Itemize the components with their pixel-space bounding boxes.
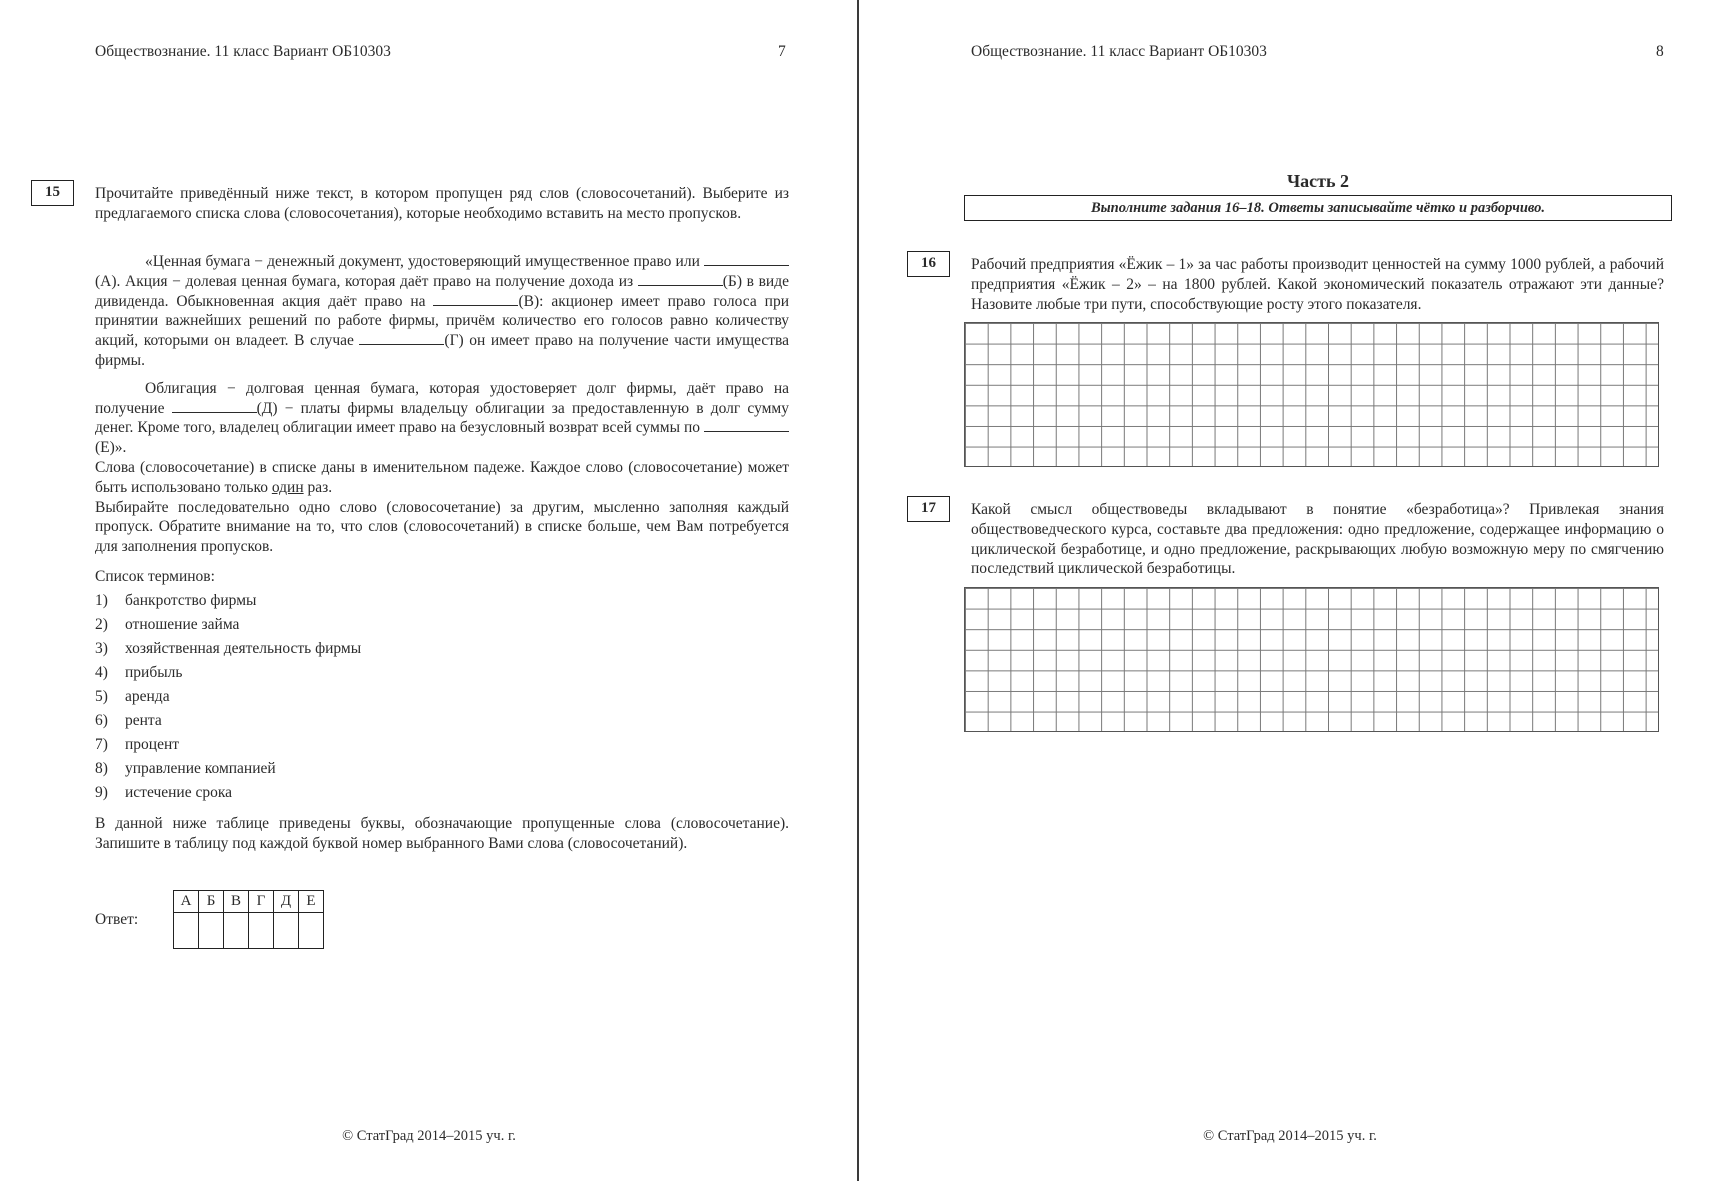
right-page [860,0,1720,1181]
answer-cell-a[interactable] [174,913,199,949]
list-item: 7) процент [95,736,180,753]
answer-letter: Е [299,891,324,913]
terms-list [95,565,695,805]
list-item: 5) аренда [95,688,170,705]
part-title: Часть 2 [1286,171,1350,191]
question-17-text: Какой смысл обществоведы вкладывают в понятие «безработица»? Привлекая знания обществоведческого курса, составьте два предложения: одно предложение, содержащее информацию о циклической безработице, и одно предложение, раскрывающих любую возможную меру по смягчению последствий циклической безработицы. [971,501,1664,578]
answer-letter: В [224,891,249,913]
paragraph-bond: Облигация − долговая ценная бумага, которая удостоверяет долг фирмы, даёт право на получение (Д) − платы фирмы владельцу облигации за предоставленную в долг сумму денег. Кроме того, владелец облигации имеет право на безусловный возврат всей суммы по (Е)». [95,379,789,457]
list-item: 8) управление компанией [95,760,276,777]
question-number-16: 16 [907,251,950,277]
question-number-17: 17 [907,496,950,522]
answer-cell-v[interactable] [224,913,249,949]
answer-grid-17[interactable] [964,587,1659,732]
question-15-text [95,252,789,557]
list-item: 1) банкротство фирмы [95,592,257,609]
answer-letter: Б [199,891,224,913]
answer-cell-d[interactable] [274,913,299,949]
answer-letter: А [174,891,199,913]
list-item: 6) рента [95,712,162,729]
page-header: Обществознание. 11 класс Вариант ОБ10303 [971,43,1267,60]
answer-cell-e[interactable] [299,913,324,949]
answer-label: Ответ: [95,911,139,928]
page-footer: © СтатГрад 2014–2015 уч. г. [342,1128,516,1144]
list-item: 9) истечение срока [95,784,233,801]
answer-cell-g[interactable] [249,913,274,949]
page-header: Обществознание. 11 класс Вариант ОБ10303 [95,43,391,60]
paragraph-stock: «Ценная бумага − денежный документ, удостоверяющий имущественное право или (А). Акция − долевая ценная бумага, которая даёт право на получение дохода из (Б) в виде дивиденда. Обыкновенная акция даёт право на (В): акционер имеет право голоса при принятии важнейших решений по работе фирмы, причём количество его голосов равно количеству акций, которыми он владеет. В случае (Г) он имеет право на получение части имущества фирмы. [95,253,789,369]
left-page [0,0,858,1181]
question-16-text: Рабочий предприятия «Ёжик – 1» за час работы производит ценностей на сумму 1000 рублей, а рабочий предприятия «Ёжик – 2» – на 1800 рублей. Какой экономический показатель отражают эти данные? Назовите любые три пути, способствующие росту этого показателя. [971,256,1664,313]
answer-letter: Д [274,891,299,913]
part-instruction: Выполните задания 16–18. Ответы записывайте чётко и разборчиво. [964,195,1672,221]
page-footer: © СтатГрад 2014–2015 уч. г. [1203,1128,1377,1144]
page-number: 8 [1656,43,1664,60]
table-instructions: В данной ниже таблице приведены буквы, обозначающие пропущенные слова (словосочетание). Запишите в таблицу под каждой буквой номер выбранного Вами слова (словосочетаний). [95,815,789,852]
answer-grid-16[interactable] [964,322,1659,467]
answer-cell-b[interactable] [199,913,224,949]
list-item: 2) отношение займа [95,616,240,633]
answer-letter: Г [249,891,274,913]
paragraph-instructions: Выбирайте последовательно одно слово (словосочетание) за другим, мысленно заполняя каждый пропуск. Обратите внимание на то, что слов (словосочетаний) в списке больше, чем Вам потребуется для заполнения пропусков. [95,498,789,556]
intro-text: Прочитайте приведённый ниже текст, в котором пропущен ряд слов (словосочетаний). Выберите из предлагаемого списка слова (словосочетания), которые необходимо вставить на место пропусков. [95,185,789,222]
page-number: 7 [778,43,786,60]
list-item: 4) прибыль [95,664,183,681]
terms-title: Список терминов: [95,568,215,585]
answer-table [173,890,324,949]
list-item: 3) хозяйственная деятельность фирмы [95,640,362,657]
paragraph-rules: Слова (словосочетание) в списке даны в именительном падеже. Каждое слово (словосочетание) может быть использовано только один раз. [95,458,789,496]
question-number-15: 15 [31,180,74,206]
question-15-intro [95,184,789,224]
